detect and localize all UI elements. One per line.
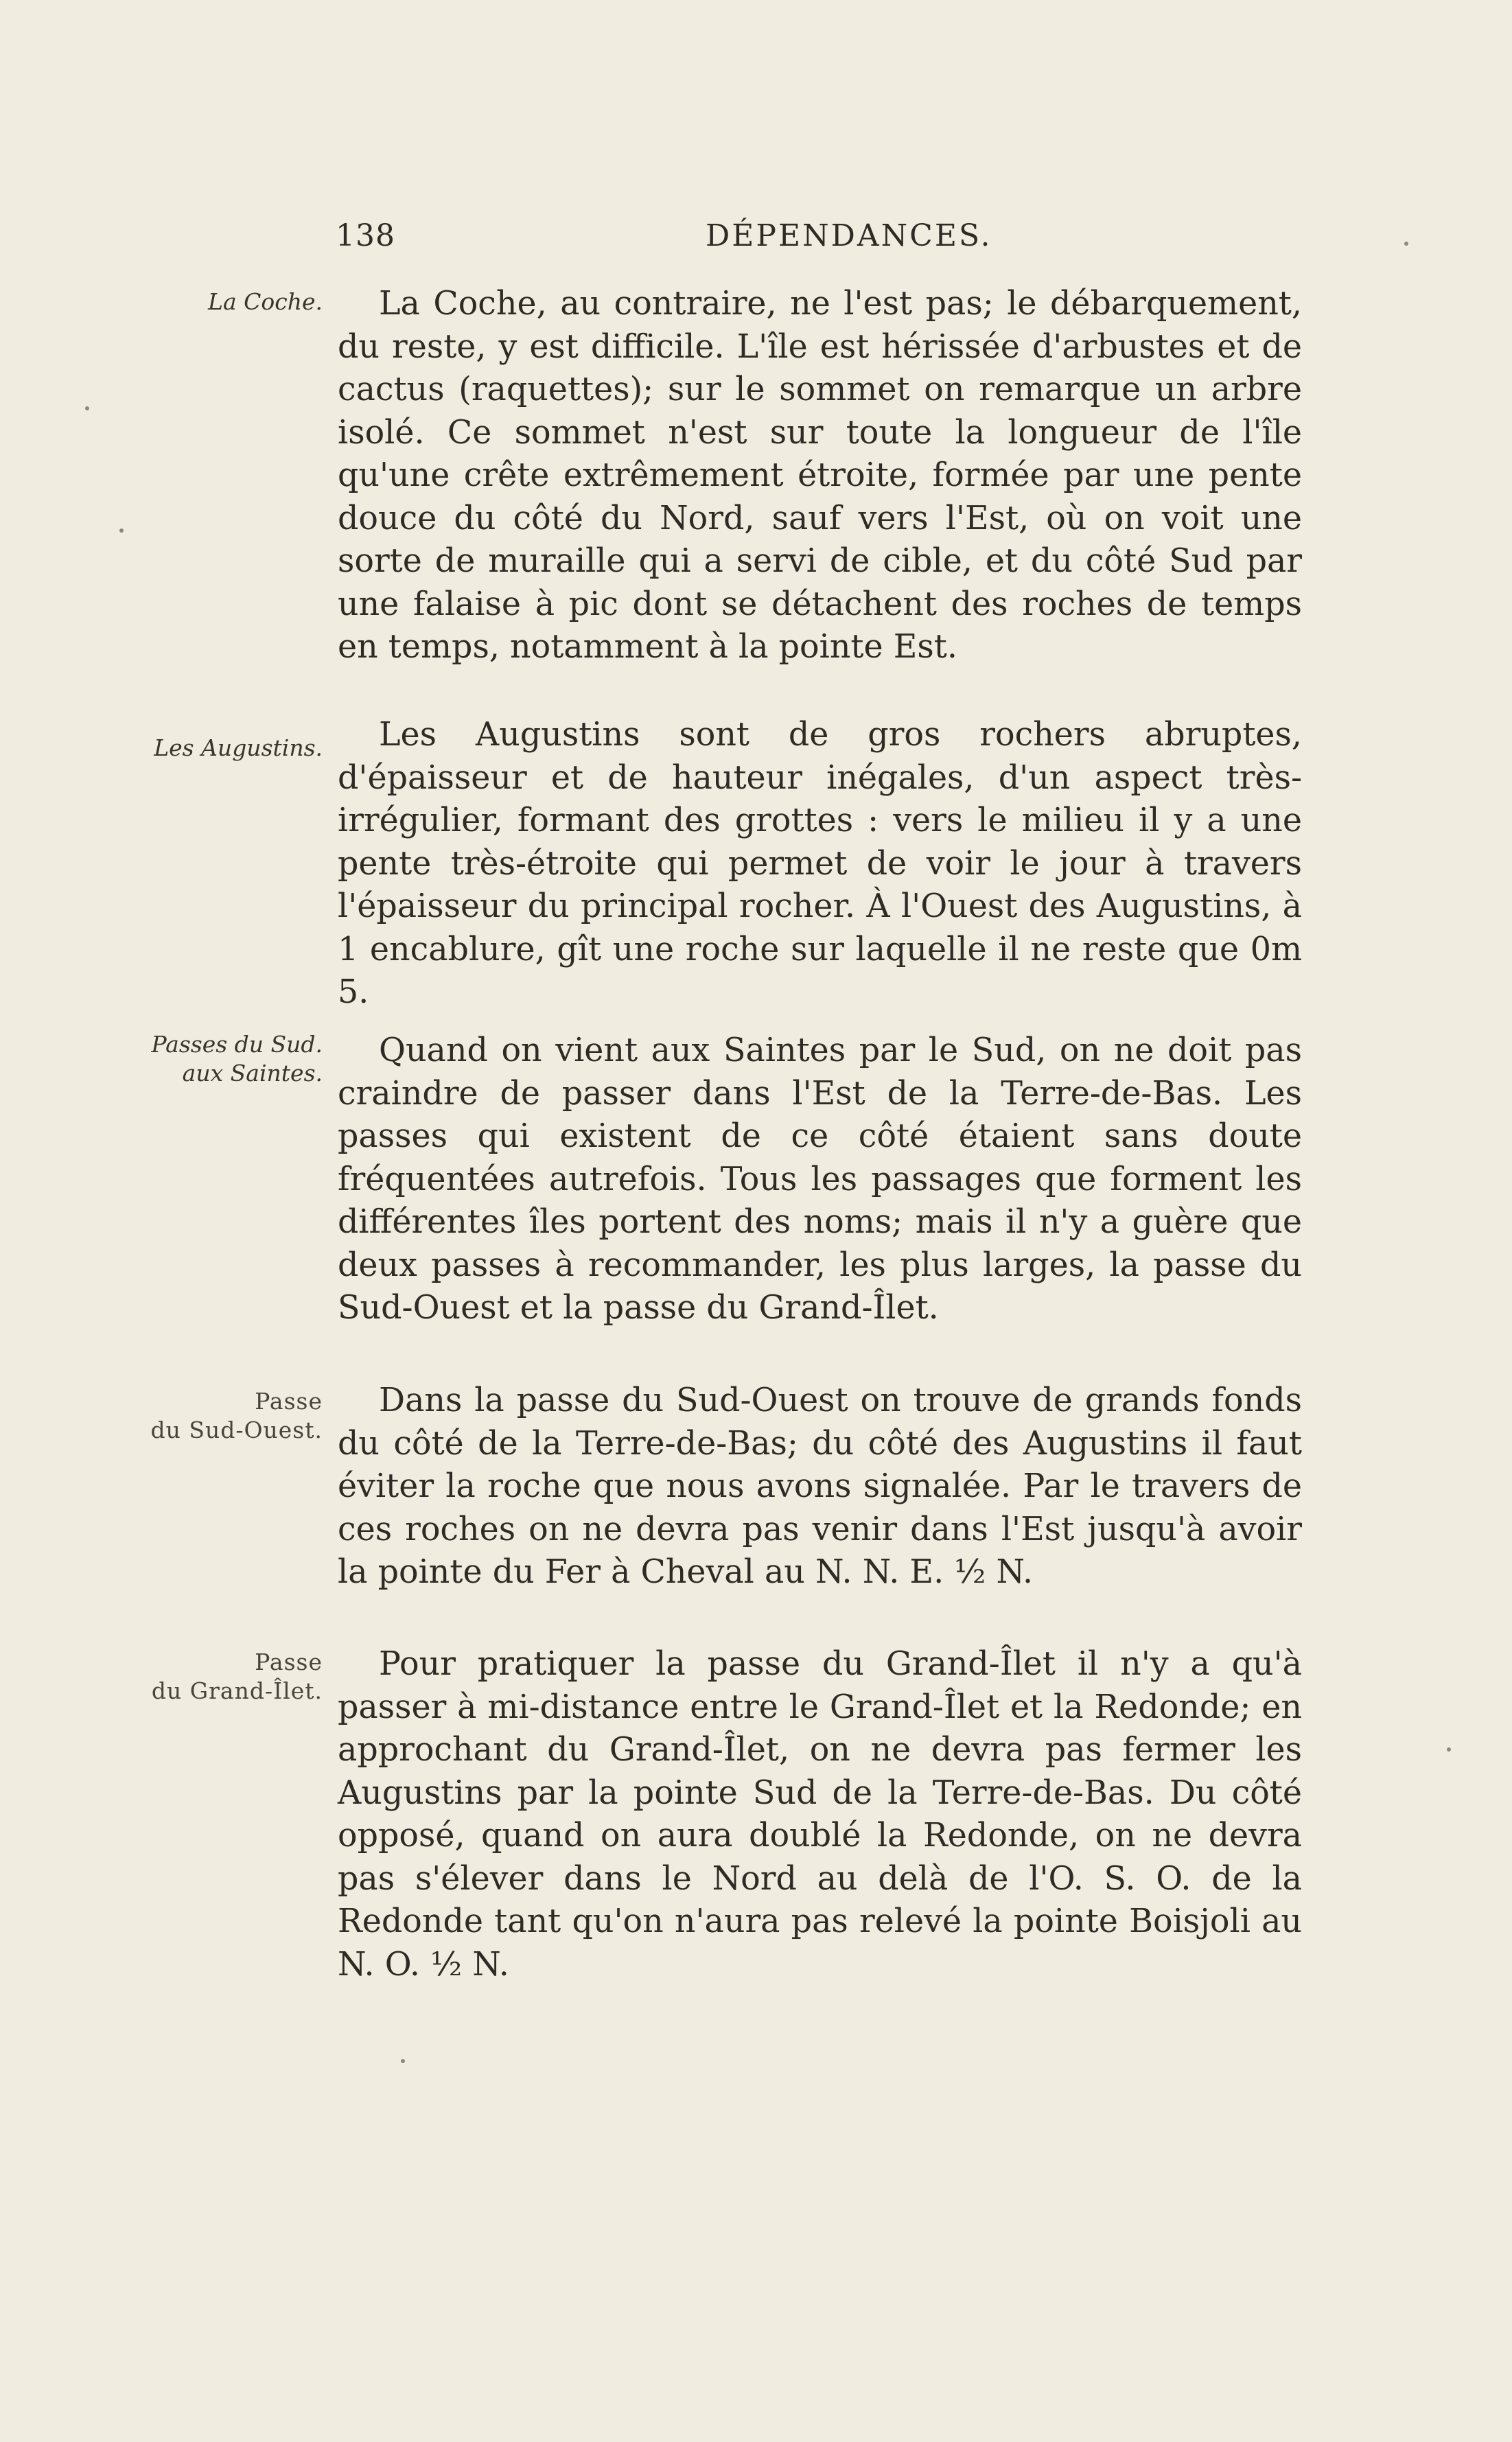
paragraph-passes-du-sud: Quand on vient aux Saintes par le Sud, on ne doit pas craindre de passer dans l'Est de la Terre-de-Bas. Les passes qui existent de ce côté étaient sans doute fréquentées autrefois. Tous les passages que forment les différentes îles portent des noms; mais il n'y a guère que deux passes à recommander, les plus larges, la passe du Sud-Ouest et la passe du Grand-Îlet. xyxy=(338,1032,1302,1327)
margin-label-aux-saintes: aux Saintes. xyxy=(182,1060,323,1086)
paragraph-passe-grand-ilet: Pour pratiquer la passe du Grand-Îlet il n'y a qu'à passer à mi-distance entre le Grand-Îlet et la Redonde; en approchant du Grand-Îlet, on ne devra pas fermer les Augustins par la pointe Sud de la Terre-de-Bas. Du côté opposé, quand on aura doublé la Redonde, on ne devra pas s'élever dans le Nord au delà de l'O. S. O. de la Redonde tant qu'on n'aura pas relevé la pointe Boisjoli au N. O. ½ N. xyxy=(338,1645,1302,1984)
margin-label-les-augustins: Les Augustins. xyxy=(154,734,323,761)
paragraph-passe-sud-ouest: Dans la passe du Sud-Ouest on trouve de grands fonds du côté de la Terre-de-Bas; du côté des Augustins il faut éviter la roche que nous avons signalée. Par le travers de ces roches on ne devra pas venir dans l'Est jusqu'à avoir la pointe du Fer à Cheval au N. N. E. ½ N. xyxy=(338,1382,1302,1591)
margin-label-passes-du-sud: Passes du Sud. xyxy=(151,1031,323,1058)
margin-label-la-coche: La Coche. xyxy=(208,288,323,315)
paper-speck xyxy=(1447,1747,1451,1752)
margin-label-passe: Passe xyxy=(255,1388,323,1415)
running-title: DÉPENDANCES. xyxy=(706,218,992,253)
margin-label-passe-2: Passe xyxy=(255,1649,323,1675)
paragraph-les-augustins: Les Augustins sont de gros rochers abruptes, d'épaisseur et de hauteur inégales, d'un aspect très-irrégulier, formant des grottes : vers le milieu il y a une pente très-étroite qui permet de voir le jour à travers l'épaisseur du principal rocher. À l'Ouest des Augustins, à 1 encablure, gît une roche sur laquelle il ne reste que 0m 5. xyxy=(338,716,1302,1011)
margin-label-du-sud-ouest: du Sud-Ouest. xyxy=(150,1417,323,1443)
paper-speck xyxy=(119,528,124,533)
paper-speck xyxy=(85,406,89,410)
paragraph-la-coche: La Coche, au contraire, ne l'est pas; le débarquement, du reste, y est difficile. L'île est hérissée d'arbustes et de cactus (raquettes); sur le sommet on remarque un arbre isolé. Ce sommet n'est sur toute la longueur de l'île qu'une crête extrêmement étroite, formée par une pente douce du côté du Nord, sauf vers l'Est, où on voit une sorte de muraille qui a servi de cible, et du côté Sud par une falaise à pic dont se détachent des roches de temps en temps, notamment à la pointe Est. xyxy=(338,285,1302,666)
paper-speck xyxy=(1404,242,1408,246)
page-number: 138 xyxy=(336,218,395,253)
paper-speck xyxy=(401,2059,405,2063)
margin-label-du-grand-ilet: du Grand-Îlet. xyxy=(151,1677,323,1704)
